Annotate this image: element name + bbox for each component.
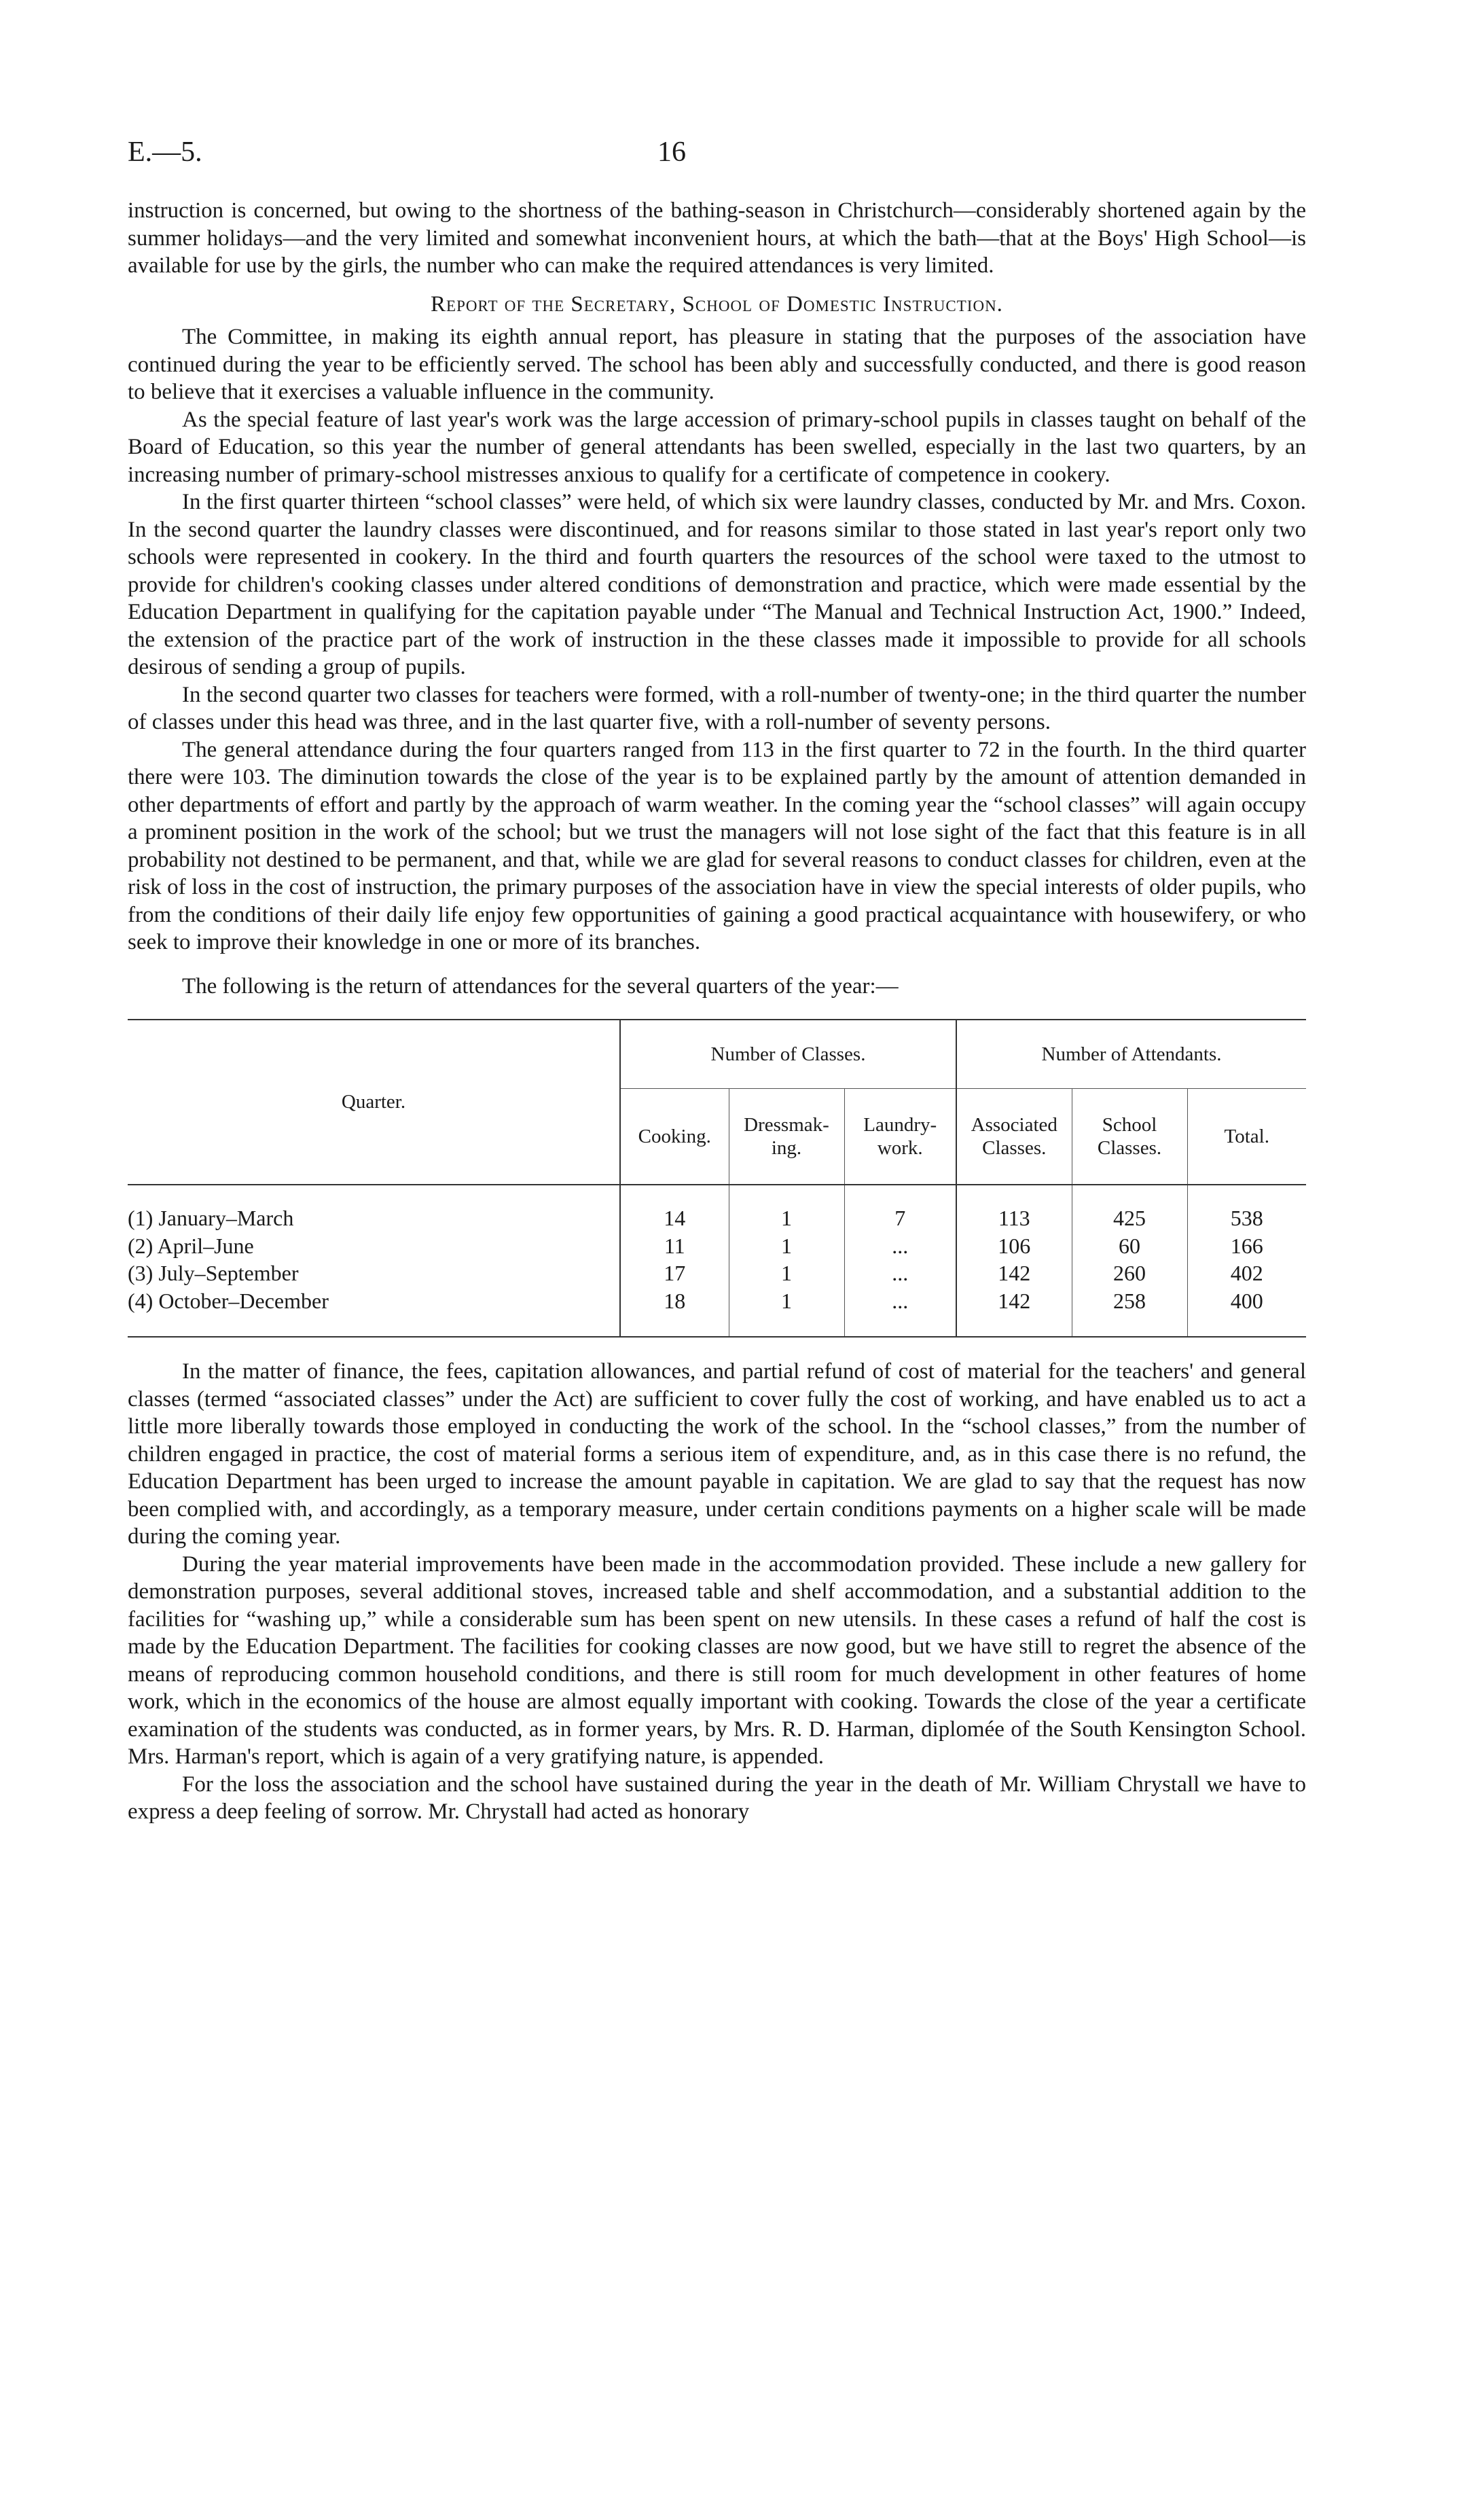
section-heading: Report of the Secretary, School of Domestic Instruction. (431, 291, 1003, 317)
cell-dressmaking: 1 (729, 1259, 844, 1287)
cell-school: 258 (1072, 1287, 1187, 1338)
cell-cooking: 18 (620, 1287, 729, 1338)
quarter-name: (1) January–March (128, 1206, 294, 1230)
cell-laundry: ... (844, 1259, 956, 1287)
cell-total: 402 (1187, 1259, 1306, 1287)
paragraph: In the second quarter two classes for teachers were formed, with a roll-number of twenty-one; in the third quarter the number of classes under this head was three, and in the last quarter five, with a roll-number of seventy persons. (128, 682, 1306, 734)
cell-school: 60 (1072, 1232, 1187, 1260)
col-school: School Classes. (1072, 1089, 1187, 1185)
quarter-header: Quarter. (128, 1020, 620, 1185)
paragraph: In the first quarter thirteen “school classes” were held, of which six were laundry classes, conducted by Mr. and Mrs. Coxon. In the second quarter the laundry classes were discontinued, and for reasons similar to those stated in last year's report only two schools were represented in cookery. In the third and fourth quarters the resources of the school were taxed to the utmost to provide for children's cooking classes under altered conditions of demonstration and practice, which were made essential by the Education Department in qualifying for the capitation payable under “The Manual and Technical Instruction Act, 1900.” Indeed, the extension of the practice part of the work of instruction in the these classes made it impossible to provide for all schools desirous of sending a group of pupils. (128, 490, 1306, 679)
cell-cooking: 17 (620, 1259, 729, 1287)
cell-laundry: ... (844, 1232, 956, 1260)
cell-cooking: 11 (620, 1232, 729, 1260)
cell-dressmaking: 1 (729, 1185, 844, 1232)
quarter-name: (2) April–June (128, 1233, 254, 1258)
paragraph: The Committee, in making its eighth annual report, has pleasure in stating that the purposes of the association have continued during the year to be efficiently served. The school has been ably and successfully conducted, and there is good reason to believe that it exercises a valuable influence in the community. (128, 325, 1306, 404)
attendance-table (128, 1019, 1306, 1338)
body-text (128, 197, 1306, 1826)
paragraph: As the special feature of last year's work was the large accession of primary-school pupils in classes taught on behalf of the Board of Education, so this year the number of general attendants has been swelled, especially in the last two quarters, by an increasing number of primary-school mistresses anxious to qualify for a certificate of competence in cookery. (128, 407, 1306, 487)
cell-associated: 113 (956, 1185, 1072, 1232)
col-cooking: Cooking. (620, 1089, 729, 1185)
cell-total: 400 (1187, 1287, 1306, 1338)
cell-cooking: 14 (620, 1185, 729, 1232)
paragraph: instruction is concerned, but owing to the shortness of the bathing-season in Christchurch—considerably shortened again by the summer holidays—and the very limited and somewhat inconvenient hours, at which the bath—that at the Boys' High School—is available for use by the girls, the number who can make the required attendances is very limited. (128, 198, 1306, 278)
col-total: Total. (1187, 1089, 1306, 1185)
cell-school: 260 (1072, 1259, 1187, 1287)
cell-dressmaking: 1 (729, 1232, 844, 1260)
paragraph: The general attendance during the four quarters ranged from 113 in the first quarter to 72 in the fourth. In the third quarter there were 103. The diminution towards the close of the year is to be explained partly by the amount of attention demanded in other departments of effort and partly by the approach of warm weather. In the coming year the “school classes” will again occupy a prominent position in the work of the school; but we trust the managers will not lose sight of the fact that this feature is in all probability not destined to be permanent, and that, while we are glad for several reasons to conduct classes for children, even at the risk of loss in the cost of instruction, the primary purposes of the association have in view the special interests of older pupils, who from the conditions of their daily life enjoy few opportunities of gaining a good practical acquaintance with housewifery, or who seek to improve their knowledge in one or more of its branches. (128, 737, 1306, 954)
col-associated: Associated Classes. (956, 1089, 1072, 1185)
page-header (128, 136, 1306, 177)
paragraph: During the year material improvements have been made in the accommodation provided. These include a new gallery for demonstration purposes, several additional stoves, increased table and shelf accommodation, and a substantial addition to the facilities for “washing up,” while a considerable sum has been spent on new utensils. In these cases a refund of half the cost is made by the Education Department. The facilities for cooking classes are now good, but we have still to regret the absence of the means of reproducing common household conditions, and there is still room for much development in other features of home work, which in the economics of the house are almost equally important with cooking. Towards the close of the year a certificate examination of the students was conducted, as in former years, by Mrs. R. D. Harman, diplomée of the South Kensington School. Mrs. Harman's report, which is again of a very gratifying nature, is appended. (128, 1551, 1306, 1769)
quarter-name: (3) July–September (128, 1261, 299, 1285)
cell-associated: 142 (956, 1259, 1072, 1287)
classes-group-header: Number of Classes. (620, 1020, 956, 1089)
quarter-name: (4) October–December (128, 1288, 329, 1313)
table-row (128, 1232, 1306, 1260)
page-number: 16 (657, 137, 686, 168)
col-laundry: Laundry-work. (844, 1089, 956, 1185)
table-row (128, 1287, 1306, 1338)
cell-associated: 142 (956, 1287, 1072, 1338)
paragraph: In the matter of finance, the fees, capitation allowances, and partial refund of cost of material for the teachers' and general classes (termed “associated classes” under the Act) are sufficient to cover fully the cost of working, and have enabled us to act a little more liberally towards those employed in conducting the work of the school. In the “school classes,” from the number of children engaged in practice, the cost of material forms a serious item of expenditure, and, as in this case there is no refund, the Education Department has been urged to increase the amount payable in capitation. We are glad to say that the request has now been complied with, and accordingly, as a temporary measure, under certain conditions payments on a higher scale will be made during the coming year. (128, 1359, 1306, 1549)
col-dressmaking: Dressmak-ing. (729, 1089, 844, 1185)
table-row (128, 1259, 1306, 1287)
attendants-group-header: Number of Attendants. (956, 1020, 1306, 1089)
cell-total: 166 (1187, 1232, 1306, 1260)
cell-laundry: ... (844, 1287, 956, 1338)
paragraph: For the loss the association and the school have sustained during the year in the death of Mr. William Chrystall we have to express a deep feeling of sorrow. Mr. Chrystall had acted as honorary (128, 1772, 1306, 1824)
table-intro: The following is the return of attendances for the several quarters of the year:— (182, 973, 899, 999)
cell-dressmaking: 1 (729, 1287, 844, 1338)
cell-associated: 106 (956, 1232, 1072, 1260)
cell-total: 538 (1187, 1185, 1306, 1232)
document-code: E.—5. (128, 137, 202, 168)
cell-laundry: 7 (844, 1185, 956, 1232)
table-row (128, 1185, 1306, 1232)
cell-school: 425 (1072, 1185, 1187, 1232)
